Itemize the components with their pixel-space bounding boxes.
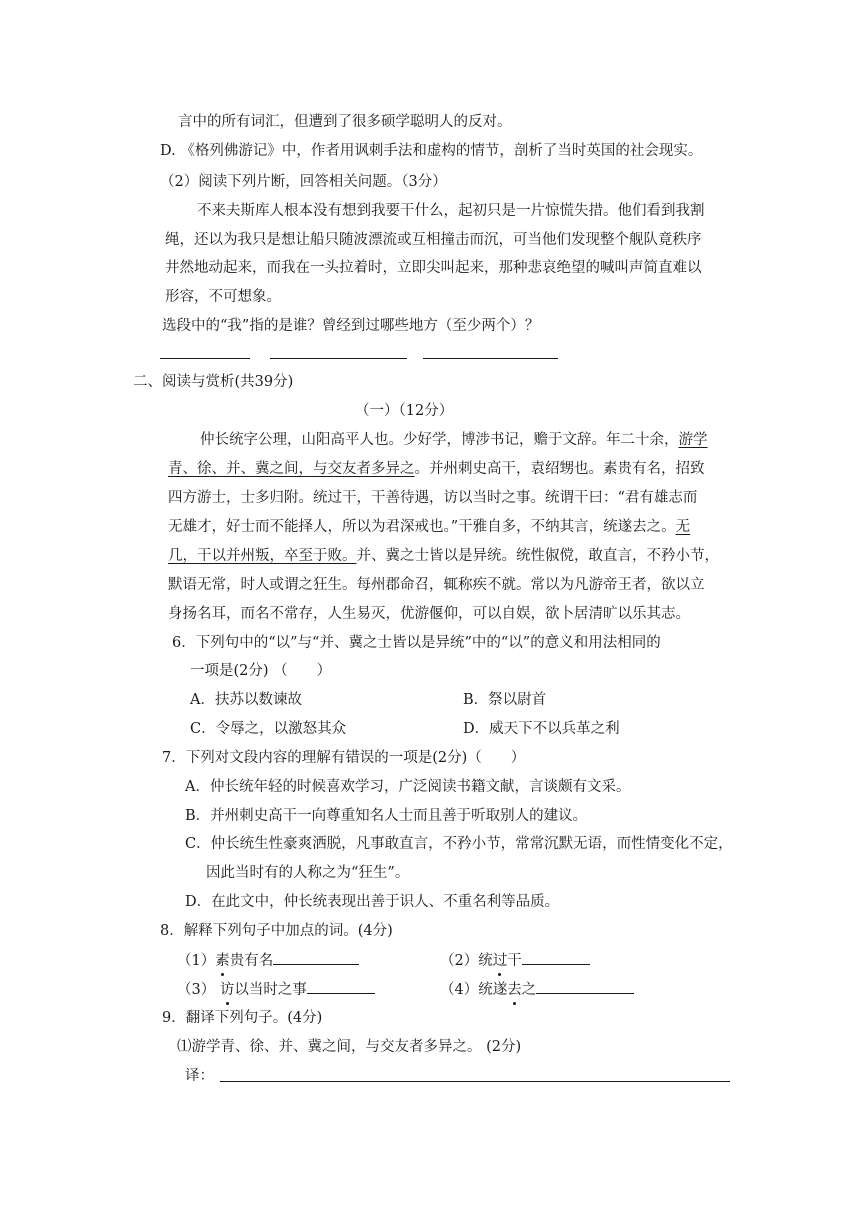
q6-option-c: C．令辱之，以激怒其众 <box>190 721 347 737</box>
option-d: D. 《格列佛游记》中，作者用讽刺手法和虚构的情节，剖析了当时英国的社会现实。 <box>160 143 703 159</box>
q7-option-d: D．在此文中，仲长统表现出善于识人、不重名利等品质。 <box>185 894 560 910</box>
q6-option-b: B．祭以尉首 <box>463 692 547 708</box>
excerpt-line-2: 绳，还以为我只是想让船只随波漂流或互相撞击而沉，可当他们发现整个舰队竟秩序 <box>165 232 702 248</box>
q6-stem-1: 6．下列句中的“以”与“并、冀之士皆以是异统”中的“以”的意义和用法相同的 <box>172 635 661 651</box>
excerpt-line-4: 形容，不可想象。 <box>165 289 281 305</box>
q8-item-3: （3） 访以当时之事 <box>177 979 375 1000</box>
q6-stem-2: 一项是(2分) （ ） <box>190 663 332 679</box>
part2-header: （2）阅读下列片断，回答相关问题。（3分） <box>160 174 447 190</box>
passage-line-5: 几，干以并州叛，卒至于败。并、冀之士皆以是异统。统性俶傥，敢直言，不矜小节， <box>168 548 719 564</box>
answer-line-1[interactable] <box>160 358 250 359</box>
q8-answer-blank-2[interactable] <box>522 950 590 965</box>
translation-label: 译： <box>185 1068 214 1084</box>
option-c-continuation: 言中的所有词汇，但遭到了很多硕学聪明人的反对。 <box>178 114 512 130</box>
passage-line-7: 身扬名耳，而名不常存，人生易灭，优游偃仰，可以自娱，欲卜居清旷以乐其志。 <box>168 606 690 622</box>
q8-item-4: （4）统遂去之 <box>440 979 634 1000</box>
subsection-title: （一）（12分） <box>355 403 454 419</box>
q6-option-a: A．扶苏以数谏故 <box>190 692 302 708</box>
emphasis-dot-char: 素 <box>215 953 230 969</box>
emphasis-dot-char: 去 <box>507 982 522 998</box>
q8-answer-blank-4[interactable] <box>536 979 634 994</box>
q7-stem: 7．下列对文段内容的理解有错误的一项是(2分)（ ） <box>162 750 526 766</box>
passage-line-2: 青、徐、并、冀之间，与交友者多异之。并州刺史高干，袁绍甥也。素贵有名，招致 <box>168 461 705 477</box>
q6-option-d: D．威天下不以兵革之利 <box>463 721 620 737</box>
answer-line-2[interactable] <box>270 358 407 359</box>
section-title: 二、阅读与赏析(共39分) <box>133 374 294 390</box>
q9-sentence-1: ⑴游学青、徐、并、冀之间，与交友者多异之。 (2分) <box>177 1039 522 1055</box>
translation-answer-line[interactable] <box>220 1081 730 1082</box>
q8-item-2: （2）统过干 <box>440 950 590 971</box>
q7-option-b: B．并州刺史高干一向尊重知名人士而且善于听取别人的建议。 <box>185 808 588 824</box>
q8-stem: 8．解释下列句子中加点的词。(4分) <box>160 923 393 939</box>
q8-item-1: （1）素贵有名 <box>177 950 359 971</box>
q9-stem: 9．翻译下列句子。(4分) <box>162 1010 323 1026</box>
passage-line-1: 仲长统字公理，山阳高平人也。少好学，博涉书记，赡于文辞。年二十余，游学 <box>200 432 708 448</box>
emphasis-dot-char: 访 <box>219 982 235 998</box>
q7-option-a: A．仲长统年轻的时候喜欢学习，广泛阅读书籍文献，言谈颇有文采。 <box>185 779 631 795</box>
excerpt-line-3: 井然地动起来，而我在一头拉着时，立即尖叫起来，那种悲哀绝望的喊叫声简直难以 <box>165 260 702 276</box>
q7-option-c-2: 因此当时有的人称之为“狂生”。 <box>206 865 410 881</box>
q7-option-c-1: C．仲长统生性豪爽洒脱，凡事敢直言，不矜小节，常常沉默无语，而性情变化不定， <box>185 836 733 852</box>
excerpt-question: 选段中的“我”指的是谁？曾经到过哪些地方（至少两个）？ <box>162 318 540 334</box>
passage-line-3: 四方游士，士多归附。统过干，干善待遇，访以当时之事。统谓干曰：“君有雄志而 <box>168 490 698 506</box>
answer-line-3[interactable] <box>423 358 558 359</box>
passage-line-6: 默语无常，时人或谓之狂生。每州郡命召，辄称疾不就。常以为凡游帝王者，欲以立 <box>168 577 705 593</box>
passage-line-4: 无雄才，好士而不能择人，所以为君深戒也。”干雅自多，不纳其言，统遂去之。无 <box>168 519 691 535</box>
excerpt-line-1: 不来夫斯库人根本没有想到我要干什么，起初只是一片惊慌失措。他们看到我割 <box>197 203 705 219</box>
q8-answer-blank-1[interactable] <box>273 950 359 965</box>
emphasis-dot-char: 过 <box>492 953 508 969</box>
q8-answer-blank-3[interactable] <box>307 979 375 994</box>
